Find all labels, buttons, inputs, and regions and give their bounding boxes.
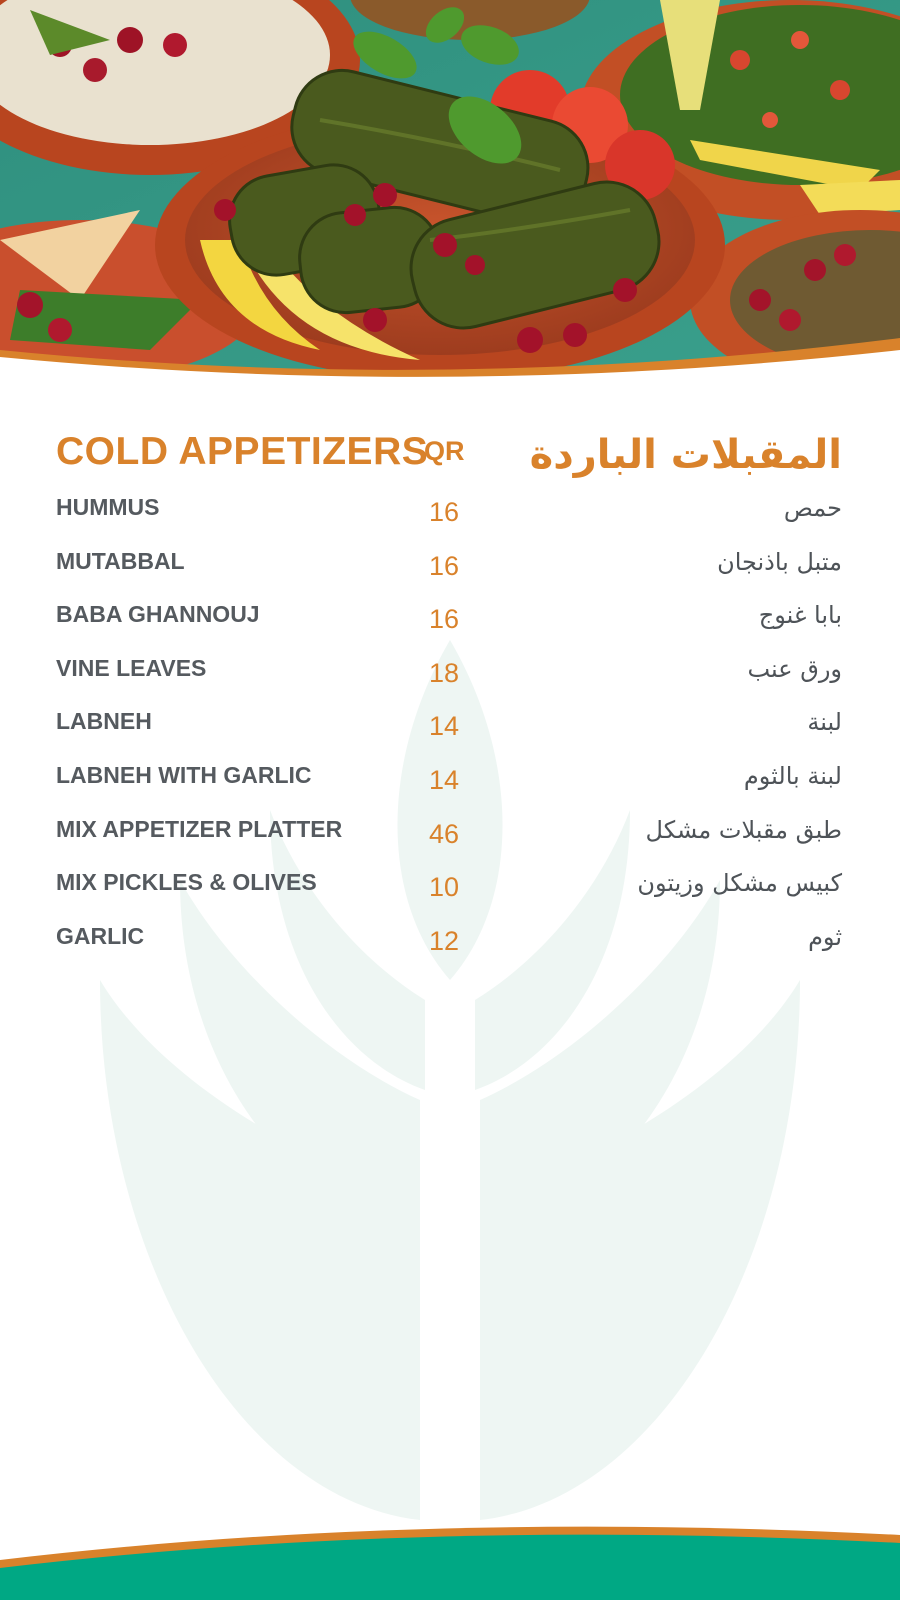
item-price: 16 xyxy=(428,497,460,527)
item-price: 12 xyxy=(428,925,460,956)
item-price: 14 xyxy=(428,711,460,742)
menu-item xyxy=(0,486,900,540)
item-name-english: VINE LEAVES xyxy=(56,654,207,681)
item-name-arabic: بابا غنوج xyxy=(758,601,842,630)
item-name-english: LABNEH xyxy=(56,708,152,735)
menu-item xyxy=(0,700,900,754)
item-price: 10 xyxy=(428,872,460,903)
item-price: 18 xyxy=(428,657,460,688)
item-price: 16 xyxy=(428,550,460,581)
currency-label: QR xyxy=(424,436,465,466)
hero-food-photo xyxy=(0,0,900,385)
item-price: 14 xyxy=(428,764,460,795)
menu-item-list xyxy=(0,486,900,968)
menu-item xyxy=(0,915,900,969)
menu-item xyxy=(0,754,900,808)
item-name-arabic: كبيس مشكل وزيتون xyxy=(637,869,842,898)
item-name-arabic: ثوم xyxy=(808,922,842,951)
menu-item xyxy=(0,808,900,862)
menu-item xyxy=(0,861,900,915)
item-name-arabic: متبل باذنجان xyxy=(717,547,842,576)
menu-item xyxy=(0,593,900,647)
menu-item xyxy=(0,540,900,594)
item-name-english: GARLIC xyxy=(56,922,145,949)
item-name-english: BABA GHANNOUJ xyxy=(56,601,260,628)
item-price: 16 xyxy=(428,604,460,635)
item-name-english: MUTABBAL xyxy=(56,547,185,574)
section-title-arabic: المقبلات الباردة xyxy=(529,432,842,478)
section-title-english: COLD APPETIZERS xyxy=(56,430,429,473)
item-name-english: HUMMUS xyxy=(56,494,160,520)
item-price: 46 xyxy=(428,818,460,849)
item-name-arabic: ورق عنب xyxy=(747,654,842,683)
menu-item xyxy=(0,647,900,701)
item-name-english: MIX PICKLES & OLIVES xyxy=(56,869,317,896)
item-name-arabic: لبنة بالثوم xyxy=(743,761,842,790)
item-name-english: LABNEH WITH GARLIC xyxy=(56,761,312,788)
item-name-arabic: لبنة xyxy=(807,708,842,737)
footer-wave xyxy=(0,1490,900,1600)
item-name-english: MIX APPETIZER PLATTER xyxy=(56,815,343,842)
item-name-arabic: طبق مقبلات مشكل xyxy=(645,815,842,844)
item-name-arabic: حمص xyxy=(783,494,842,522)
